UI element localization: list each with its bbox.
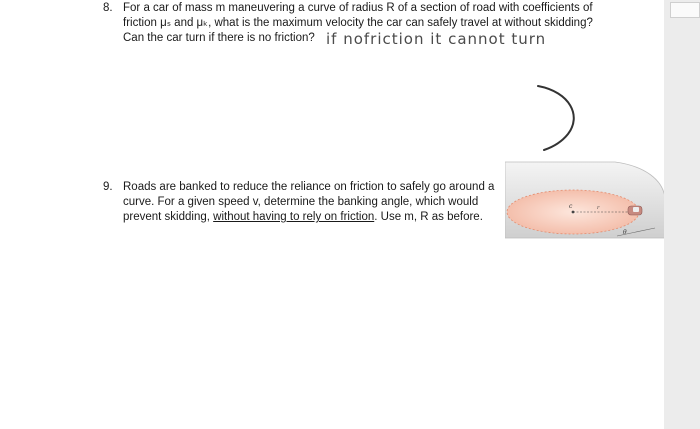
- question-line: friction μₛ and μₖ, what is the maximum velocity the car can safely travel at without skidding?: [123, 17, 593, 29]
- question-text: [123, 180, 494, 225]
- question-number: 8.: [103, 2, 113, 14]
- handwritten-curve-mark: [530, 82, 590, 152]
- question-line: prevent skidding, without having to rely on friction. Use m, R as before.: [123, 211, 483, 223]
- angle-label: θ: [623, 229, 627, 236]
- car-icon: [628, 206, 642, 215]
- viewer-margin: [664, 0, 700, 429]
- handwritten-answer: if nofriction it cannot turn: [326, 30, 547, 48]
- question-line: Can the car turn if there is no friction?: [123, 32, 315, 44]
- underlined-phrase: without having to rely on friction: [213, 211, 375, 223]
- page-thumbnail[interactable]: [670, 2, 700, 18]
- question-line: For a car of mass m maneuvering a curve of radius R of a section of road with coefficients of: [123, 2, 593, 14]
- question-number: 9.: [103, 181, 113, 193]
- center-label: c: [569, 203, 573, 210]
- radius-label: r: [597, 205, 600, 211]
- banked-road-figure: [505, 158, 665, 240]
- question-line: Roads are banked to reduce the reliance on friction to safely go around a: [123, 181, 495, 193]
- question-line: curve. For a given speed v, determine the banking angle, which would: [123, 196, 479, 208]
